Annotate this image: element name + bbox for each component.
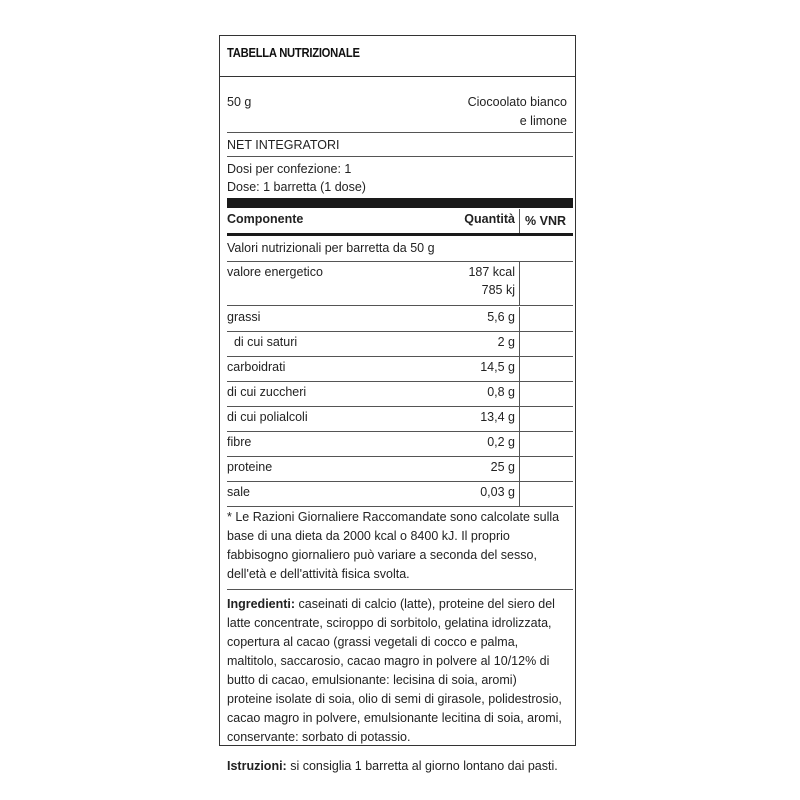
note-line: dell'età e dell'attività fisica svolta.: [227, 567, 410, 581]
title-divider: [220, 76, 575, 77]
table-row: [227, 482, 573, 506]
brand-name: NET INTEGRATORI: [227, 138, 340, 152]
column-divider: [519, 209, 520, 233]
ingredients-line: maltitolo, saccarosio, cacao magro in polvere al 10/12% di: [227, 654, 550, 668]
row-quantity: 0,03 g: [480, 485, 515, 499]
column-divider: [519, 457, 520, 481]
row-quantity: 0,8 g: [487, 385, 515, 399]
ingredients-line: latte concentrate, sciroppo di sorbitolo, gelatina idrolizzata,: [227, 616, 552, 630]
ingredients-line: proteine isolate di soia, olio di semi di girasole, polidestrosio,: [227, 692, 562, 706]
row-kj: 785 kj: [481, 283, 515, 297]
table-row: [227, 332, 573, 356]
row-kcal: 187 kcal: [468, 265, 515, 279]
col-vnr: % VNR: [525, 214, 566, 228]
table-row: [227, 307, 573, 331]
row-name: valore energetico: [227, 265, 323, 279]
row-name: sale: [227, 485, 250, 499]
note-line: fabbisogno giornaliero può variare a seconda del sesso,: [227, 548, 537, 562]
column-divider: [519, 382, 520, 406]
row-name: fibre: [227, 435, 252, 449]
flavor-line-1: Ciocoolato bianco: [467, 95, 567, 109]
column-divider: [519, 407, 520, 431]
table-row: [227, 382, 573, 406]
flavor-line-2: e limone: [519, 114, 567, 128]
note-line: base di una dieta da 2000 kcal o 8400 kJ. Il proprio: [227, 529, 510, 543]
rda-note: [227, 508, 572, 584]
column-divider: [519, 307, 520, 331]
ingredients-line: caseinati di calcio (latte), proteine del siero del: [295, 597, 555, 611]
column-divider: [519, 332, 520, 356]
ingredients-line: copertura al cacao (grassi vegetali di cocco e palma,: [227, 635, 519, 649]
row-quantity: 0,2 g: [487, 435, 515, 449]
instructions-label: Istruzioni:: [227, 759, 287, 773]
nutrition-label: [219, 35, 576, 746]
row-quantity: 13,4 g: [480, 410, 515, 424]
table-row: [227, 432, 573, 456]
ingredients-line: butto di cacao, emulsionante: lecisina di soia, aromi): [227, 673, 517, 687]
divider: [227, 305, 573, 306]
row-quantity: 5,6 g: [487, 310, 515, 324]
instructions-text: si consiglia 1 barretta al giorno lontano dai pasti.: [286, 759, 558, 773]
row-name: proteine: [227, 460, 273, 474]
table-row: [227, 457, 573, 481]
row-name: grassi: [227, 310, 261, 324]
instructions: [227, 759, 558, 773]
ingredients-block: [227, 595, 572, 747]
doses-per-pack: Dosi per confezione: 1: [227, 162, 352, 176]
net-weight: 50 g: [227, 95, 252, 109]
row-quantity: 25 g: [490, 460, 515, 474]
column-divider: [519, 482, 520, 506]
col-quantity: Quantità: [464, 212, 515, 226]
table-row-energy: [227, 262, 573, 305]
row-name: di cui polialcoli: [227, 410, 308, 424]
row-name: carboidrati: [227, 360, 286, 374]
row-name: di cui saturi: [227, 335, 298, 349]
table-header: [227, 209, 573, 233]
divider: [227, 589, 573, 590]
note-line: * Le Razioni Giornaliere Raccomandate sono calcolate sulla: [227, 510, 560, 524]
col-component: Componente: [227, 212, 304, 226]
dose-size: Dose: 1 barretta (1 dose): [227, 180, 366, 194]
ingredients-line: cacao magro in polvere, emulsionante lecitina di soia, aromi,: [227, 711, 562, 725]
table-bottom-rule: [227, 506, 573, 507]
table-row: [227, 407, 573, 431]
column-divider: [519, 432, 520, 456]
row-quantity: 2 g: [497, 335, 515, 349]
table-subheader: Valori nutrizionali per barretta da 50 g: [227, 241, 435, 255]
table-row: [227, 357, 573, 381]
header-rule: [227, 233, 573, 236]
column-divider: [519, 262, 520, 305]
column-divider: [519, 357, 520, 381]
row-quantity: 14,5 g: [480, 360, 515, 374]
label-title: TABELLA NUTRIZIONALE: [227, 46, 360, 60]
divider: [227, 132, 573, 133]
row-name: di cui zuccheri: [227, 385, 307, 399]
ingredients-line: conservante: sorbato di potassio.: [227, 730, 411, 744]
ingredients-label: Ingredienti:: [227, 597, 296, 611]
divider: [227, 156, 573, 157]
thick-rule: [227, 198, 573, 208]
